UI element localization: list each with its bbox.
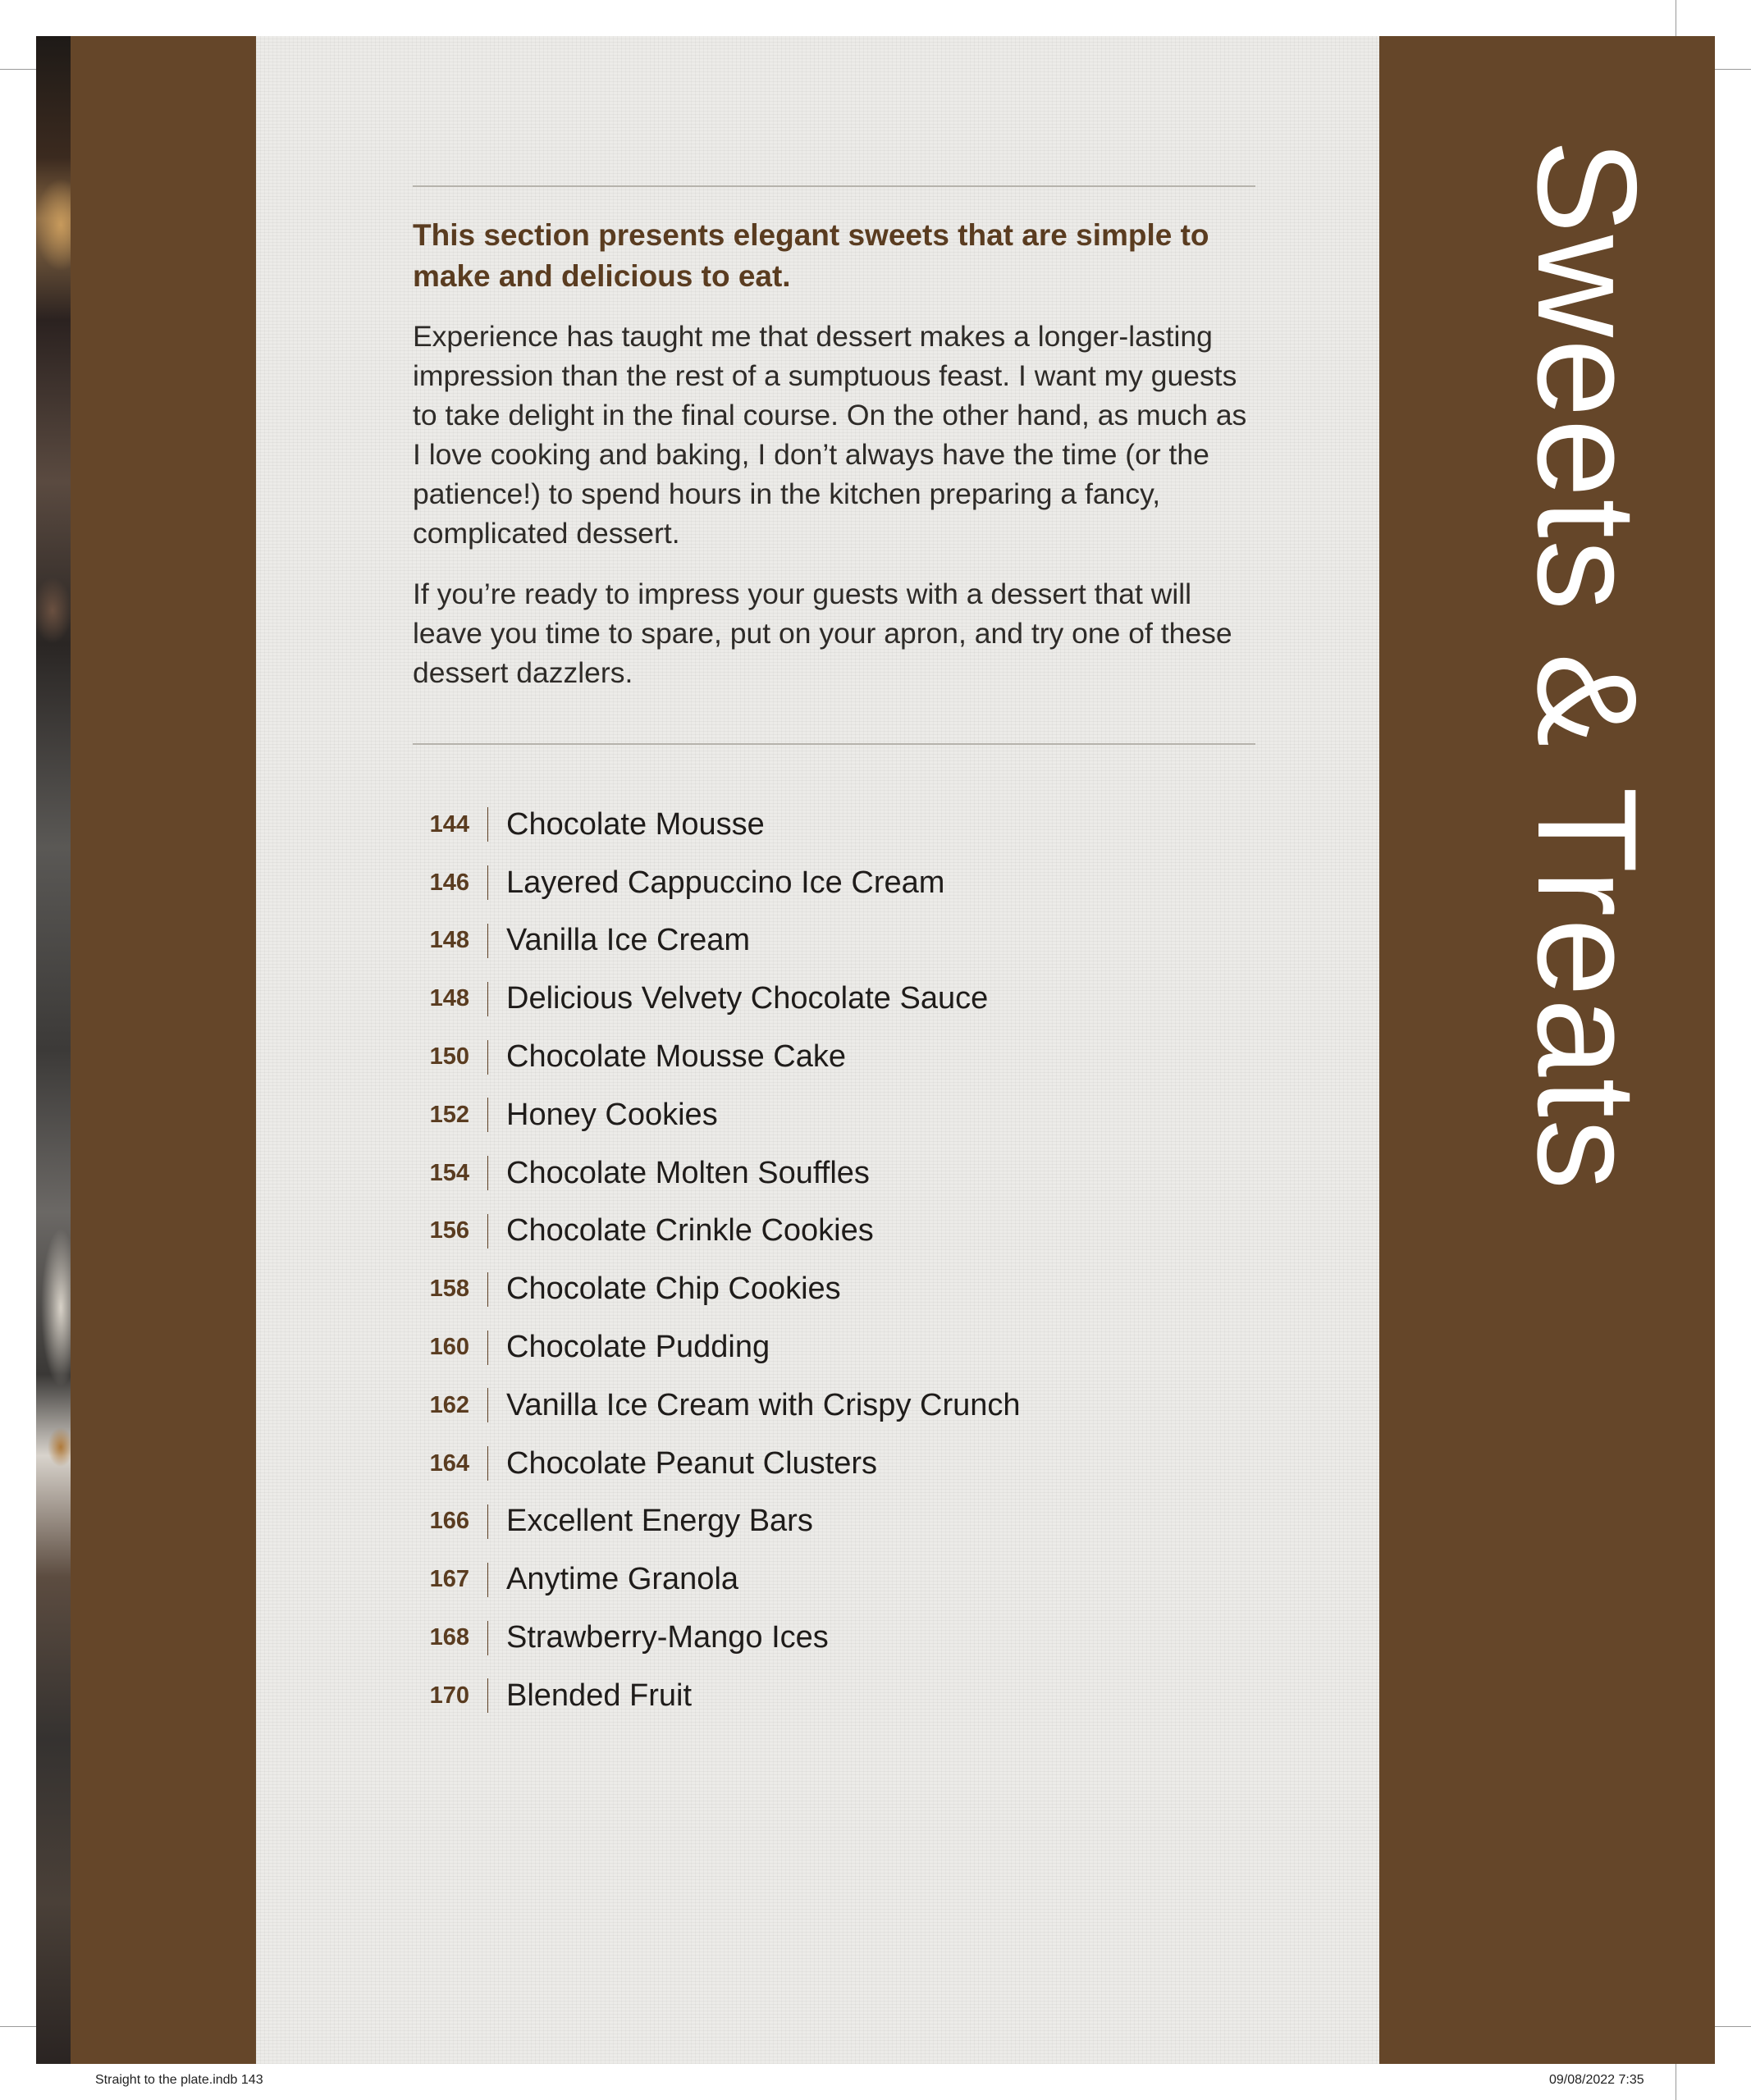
recipe-name: Excellent Energy Bars xyxy=(506,1504,813,1539)
intro-paragraph-1: Experience has taught me that dessert makes a longer-lasting impression than the rest of a sumptuous feast. I want my guests to take delight in the final course. On the other hand, as much as I love cooking and baking, I don’t always have the time (or the patience!) to spend hours in the kitchen preparing a fancy, complicated dessert. xyxy=(413,320,1247,550)
recipe-page-number: 150 xyxy=(429,1043,469,1071)
recipe-page-number: 148 xyxy=(429,985,469,1012)
separator-bar xyxy=(487,1214,488,1249)
recipe-item xyxy=(418,1144,1239,1203)
recipe-page-number: 167 xyxy=(429,1566,469,1593)
separator-bar xyxy=(487,1504,488,1539)
separator-bar xyxy=(487,1272,488,1307)
crop-mark xyxy=(1715,2026,1751,2027)
recipe-name: Chocolate Mousse Cake xyxy=(506,1039,846,1075)
top-divider xyxy=(413,185,1255,187)
recipe-name: Anytime Granola xyxy=(506,1562,739,1597)
recipe-name: Chocolate Mousse xyxy=(506,806,765,842)
recipe-list xyxy=(418,796,1239,1725)
print-slug-file: Straight to the plate.indb 143 xyxy=(95,2073,263,2087)
recipe-page-number: 168 xyxy=(429,1624,469,1651)
recipe-page-number: 160 xyxy=(429,1334,469,1361)
separator-bar xyxy=(487,1446,488,1481)
recipe-name: Chocolate Chip Cookies xyxy=(506,1271,841,1307)
recipe-item xyxy=(418,1435,1239,1493)
recipe-name: Vanilla Ice Cream xyxy=(506,923,751,958)
recipe-item xyxy=(418,1260,1239,1318)
recipe-page-number: 156 xyxy=(429,1217,469,1244)
separator-bar xyxy=(487,982,488,1016)
left-brown-band xyxy=(71,36,256,2064)
separator-bar xyxy=(487,1331,488,1365)
recipe-item xyxy=(418,1086,1239,1144)
recipe-name: Chocolate Molten Souffles xyxy=(506,1155,870,1190)
recipe-page-number: 164 xyxy=(429,1449,469,1477)
recipe-item xyxy=(418,912,1239,970)
recipe-name: Chocolate Peanut Clusters xyxy=(506,1445,878,1481)
recipe-item xyxy=(418,796,1239,854)
intro-lead: This section presents elegant sweets that are simple to make and delicious to eat. xyxy=(413,218,1209,293)
print-slug-datetime: 09/08/2022 7:35 xyxy=(1549,2073,1644,2087)
recipe-name: Blended Fruit xyxy=(506,1678,693,1713)
recipe-item xyxy=(418,1609,1239,1667)
crop-mark xyxy=(1715,69,1751,70)
section-title: Sweets & Treats xyxy=(1508,139,1666,1192)
recipe-item xyxy=(418,854,1239,912)
middle-divider xyxy=(413,743,1255,745)
separator-bar xyxy=(487,1621,488,1655)
recipe-name: Chocolate Pudding xyxy=(506,1330,770,1365)
recipe-page-number: 158 xyxy=(429,1276,469,1303)
separator-bar xyxy=(487,807,488,842)
recipe-item xyxy=(418,1493,1239,1551)
separator-bar xyxy=(487,865,488,900)
recipe-name: Chocolate Crinkle Cookies xyxy=(506,1213,874,1249)
recipe-item xyxy=(418,1203,1239,1261)
separator-bar xyxy=(487,1678,488,1713)
separator-bar xyxy=(487,1156,488,1190)
recipe-item xyxy=(418,970,1239,1028)
recipe-name: Layered Cappuccino Ice Cream xyxy=(506,865,945,900)
separator-bar xyxy=(487,924,488,958)
recipe-page-number: 144 xyxy=(429,810,469,838)
dessert-photo-strip xyxy=(36,36,71,2064)
recipe-name: Vanilla Ice Cream with Crispy Crunch xyxy=(506,1387,1021,1422)
separator-bar xyxy=(487,1388,488,1422)
separator-bar xyxy=(487,1563,488,1597)
separator-bar xyxy=(487,1040,488,1075)
intro-paragraph-2: If you’re ready to impress your guests with a dessert that will leave you time to spare, put on your apron, and try one of these dessert dazzlers. xyxy=(413,578,1232,689)
recipe-page-number: 162 xyxy=(429,1391,469,1418)
recipe-item xyxy=(418,1376,1239,1435)
recipe-item xyxy=(418,1028,1239,1086)
recipe-item xyxy=(418,1550,1239,1609)
recipe-name: Honey Cookies xyxy=(506,1097,718,1132)
separator-bar xyxy=(487,1098,488,1132)
recipe-name: Strawberry-Mango Ices xyxy=(506,1620,829,1655)
recipe-page-number: 170 xyxy=(429,1682,469,1709)
recipe-page-number: 152 xyxy=(429,1101,469,1128)
recipe-name: Delicious Velvety Chocolate Sauce xyxy=(506,981,989,1016)
crop-mark xyxy=(0,69,36,70)
recipe-page-number: 146 xyxy=(429,869,469,896)
recipe-item xyxy=(418,1318,1239,1376)
recipe-item xyxy=(418,1667,1239,1725)
crop-mark xyxy=(0,2026,36,2027)
recipe-page-number: 154 xyxy=(429,1159,469,1186)
recipe-page-number: 148 xyxy=(429,927,469,954)
recipe-page-number: 166 xyxy=(429,1508,469,1535)
